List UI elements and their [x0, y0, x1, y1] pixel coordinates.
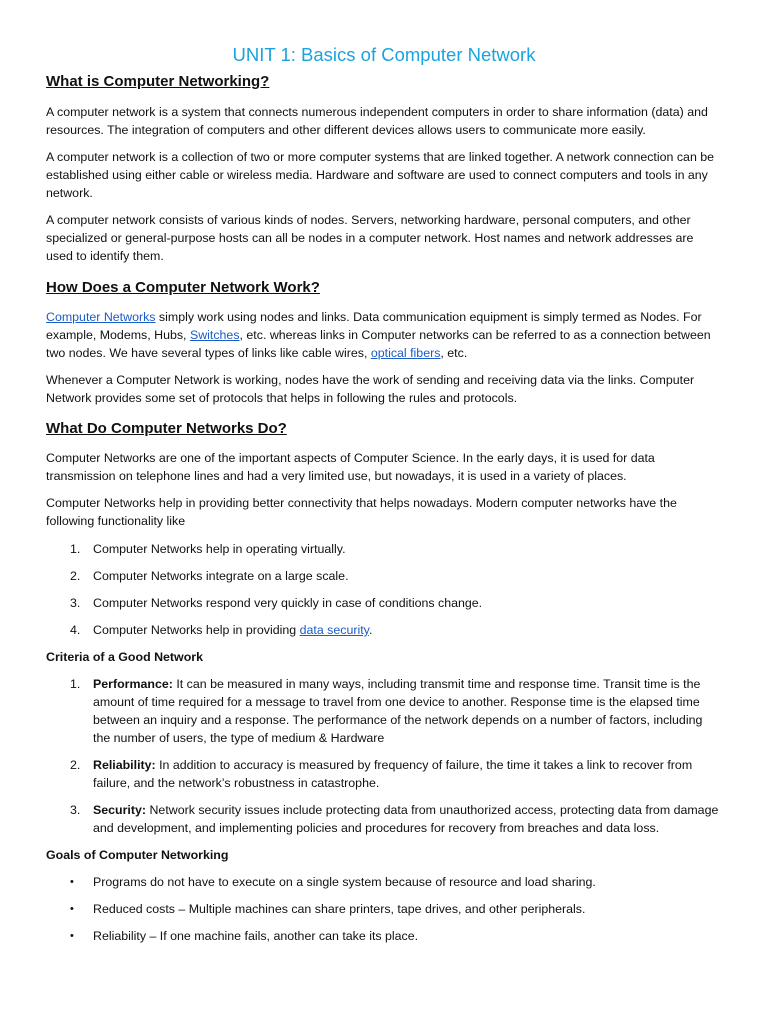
paragraph: A computer network is a system that connects numerous independent computers in order to share information (data) and resources. The integration of computers and other different devices allows users to communicate more easily.: [46, 105, 708, 137]
criteria-text: In addition to accuracy is measured by frequency of failure, the time it takes a link to recover from failure, and the network’s robustness in catastrophe.: [93, 758, 693, 790]
list-item-text: Reduced costs – Multiple machines can share printers, tape drives, and other peripherals.: [93, 902, 586, 916]
list-item-text: Computer Networks integrate on a large scale.: [93, 569, 349, 583]
paragraph: Computer Networks help in providing better connectivity that helps nowadays. Modern computer networks have the following functionality like: [46, 496, 677, 528]
list-item: [46, 567, 722, 585]
link-optical-fibers[interactable]: optical fibers: [370, 346, 441, 360]
paragraph-with-links: [46, 308, 722, 362]
functionality-list: [46, 540, 722, 639]
list-item: [46, 756, 722, 792]
text-run: , etc. whereas links in Computer networks can be referred to as a connection between two nodes. We have several types of links like cable wires,: [46, 328, 711, 360]
list-number: 3.: [70, 803, 81, 817]
link-computer-networks[interactable]: Computer Networks: [46, 310, 156, 324]
list-item-text: Computer Networks help in providing: [93, 623, 300, 637]
page-title: UNIT 1: Basics of Computer Network: [232, 44, 536, 65]
heading-criteria: Criteria of a Good Network: [46, 650, 203, 664]
link-data-security[interactable]: data security: [299, 623, 369, 637]
text-run: .: [368, 623, 373, 637]
bullet-icon: •: [70, 876, 74, 888]
list-number: 2.: [70, 758, 81, 772]
criteria-text: It can be measured in many ways, including transmit time and response time. Transit time is the amount of time required for a message to travel from one device to another. Response time is the elapsed time between an inquiry and a response. The performance of the network depends on a number of factors, including the number of users, the type of medium & Hardware: [93, 677, 703, 745]
bullet-icon: •: [70, 930, 74, 942]
criteria-list: [46, 675, 722, 837]
criteria-text: Network security issues include protecting data from unauthorized access, protecting data from damage and development, and implementing policies and procedures for recovery from breaches and data loss.: [93, 803, 719, 835]
heading-what-networks-do: What Do Computer Networks Do?: [46, 420, 287, 437]
list-item-text: Programs do not have to execute on a single system because of resource and load sharing.: [93, 875, 596, 889]
list-item: [46, 873, 722, 891]
list-item-text: Reliability – If one machine fails, another can take its place.: [93, 929, 419, 943]
paragraph: A computer network is a collection of two or more computer systems that are linked together. A network connection can be established using either cable or wireless media. Hardware and software are used to connect computers and tools in any network.: [46, 150, 715, 200]
goals-list: [46, 873, 722, 945]
heading-how-network-works: How Does a Computer Network Work?: [46, 279, 320, 296]
list-item: [46, 540, 722, 558]
bullet-icon: •: [70, 903, 74, 915]
list-number: 3.: [70, 596, 81, 610]
list-item: [46, 927, 722, 945]
list-item: [46, 594, 722, 612]
link-switches[interactable]: Switches: [189, 328, 240, 342]
list-number: 2.: [70, 569, 81, 583]
heading-goals: Goals of Computer Networking: [46, 848, 229, 862]
list-number: 1.: [70, 677, 81, 691]
list-item-text: Computer Networks respond very quickly in case of conditions change.: [93, 596, 483, 610]
list-item-text: Computer Networks help in operating virtually.: [93, 542, 346, 556]
list-item: [46, 900, 722, 918]
text-run: , etc.: [440, 346, 468, 360]
criteria-label: Performance:: [93, 677, 173, 691]
list-item: [46, 675, 722, 747]
criteria-label: Reliability:: [93, 758, 156, 772]
list-number: 1.: [70, 542, 81, 556]
criteria-label: Security:: [93, 803, 147, 817]
paragraph: Whenever a Computer Network is working, nodes have the work of sending and receiving data via the links. Computer Network provides some set of protocols that helps in following the rules and protocols.: [46, 373, 695, 405]
paragraph: Computer Networks are one of the important aspects of Computer Science. In the early days, it is used for data transmission on telephone lines and had a very limited use, but nowadays, it is used in a variety of places.: [46, 451, 655, 483]
paragraph: A computer network consists of various kinds of nodes. Servers, networking hardware, personal computers, and other specialized or general-purpose hosts can all be nodes in a computer network. Host names and network addresses are used to identify them.: [46, 213, 694, 263]
text-run: simply work using nodes and links. Data communication equipment is simply termed as Nodes. For example, Modems, Hubs,: [46, 310, 702, 342]
list-item: [46, 621, 722, 639]
heading-what-is-networking: What is Computer Networking?: [46, 73, 270, 90]
list-number: 4.: [70, 623, 81, 637]
list-item: [46, 801, 722, 837]
